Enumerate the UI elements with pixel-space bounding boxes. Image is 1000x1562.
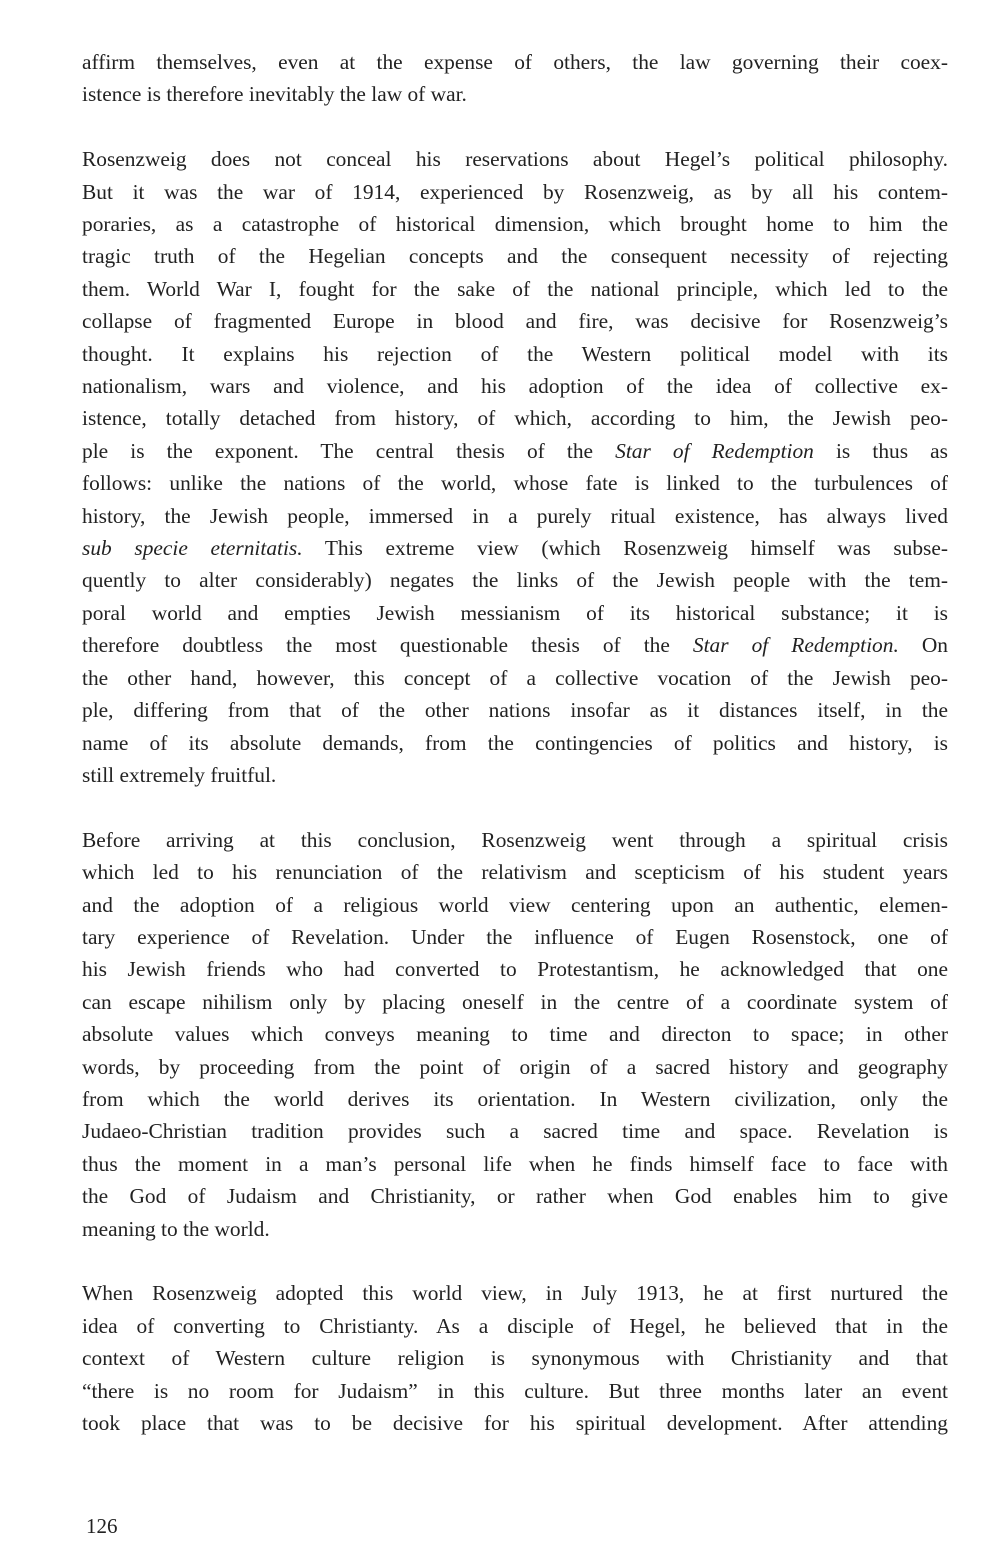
paragraph — [82, 824, 948, 1245]
text-line: therefore doubtless the most questionable thesis of the Star of Redemption. On — [82, 633, 948, 658]
text-line: and the adoption of a religious world view centering upon an authentic, elemen- — [82, 892, 948, 917]
text-line: tary experience of Revelation. Under the influence of Eugen Rosenstock, one of — [82, 924, 948, 949]
text-line: ple, differing from that of the other nations insofar as it distances itself, in the — [82, 698, 948, 723]
text-line: But it was the war of 1914, experienced by Rosenzweig, as by all his contem- — [82, 179, 948, 204]
body-text — [82, 46, 948, 1439]
text-line: them. World War I, fought for the sake of the national principle, which led to the — [82, 276, 948, 301]
paragraph — [82, 46, 948, 111]
text-line: ple is the exponent. The central thesis of the Star of Redemption is thus as — [82, 438, 948, 463]
text-line: poraries, as a catastrophe of historical dimension, which brought home to him the — [82, 212, 948, 237]
text-line: collapse of fragmented Europe in blood and fire, was decisive for Rosenzweig’s — [82, 309, 948, 334]
text-line: thus the moment in a man’s personal life when he finds himself face to face with — [82, 1151, 948, 1176]
text-line: which led to his renunciation of the relativism and scepticism of his student years — [82, 860, 948, 885]
text-line: name of its absolute demands, from the contingencies of politics and history, is — [82, 730, 948, 755]
text-line: absolute values which conveys meaning to time and directon to space; in other — [82, 1022, 948, 1047]
page-number: 126 — [86, 1514, 118, 1538]
text-line: istence, totally detached from history, of which, according to him, the Jewish peo- — [82, 406, 948, 431]
text-line: took place that was to be decisive for his spiritual development. After attending — [82, 1411, 948, 1436]
text-line: Judaeo-Christian tradition provides such a sacred time and space. Revelation is — [82, 1119, 948, 1144]
text-line: from which the world derives its orientation. In Western civilization, only the — [82, 1086, 948, 1111]
text-line: nationalism, wars and violence, and his adoption of the idea of collective ex- — [82, 374, 948, 399]
text-line: Rosenzweig does not conceal his reservations about Hegel’s political philosophy. — [82, 147, 948, 172]
text-line: affirm themselves, even at the expense of others, the law governing their coex- — [82, 50, 948, 74]
text-line: istence is therefore inevitably the law of war. — [82, 82, 467, 107]
text-line: the other hand, however, this concept of a collective vocation of the Jewish peo- — [82, 665, 948, 690]
text-line: meaning to the world. — [82, 1216, 270, 1241]
text-line: quently to alter considerably) negates the links of the Jewish people with the tem- — [82, 568, 948, 593]
paragraph — [82, 1277, 948, 1439]
paragraph — [82, 143, 948, 791]
text-line: idea of converting to Christianty. As a disciple of Hegel, he believed that in the — [82, 1313, 948, 1338]
text-line: words, by proceeding from the point of origin of a sacred history and geography — [82, 1054, 948, 1079]
text-line: can escape nihilism only by placing oneself in the centre of a coordinate system of — [82, 989, 948, 1014]
text-line: history, the Jewish people, immersed in a purely ritual existence, has always lived — [82, 503, 948, 528]
text-line: follows: unlike the nations of the world, whose fate is linked to the turbulences of — [82, 471, 948, 496]
text-line: context of Western culture religion is synonymous with Christianity and that — [82, 1346, 948, 1371]
text-line: Before arriving at this conclusion, Rosenzweig went through a spiritual crisis — [82, 827, 948, 852]
text-line: still extremely fruitful. — [82, 762, 277, 787]
text-line: tragic truth of the Hegelian concepts and the consequent necessity of rejecting — [82, 244, 948, 269]
text-line: sub specie eternitatis. This extreme view (which Rosenzweig himself was subse- — [82, 536, 948, 561]
text-line: “there is no room for Judaism” in this culture. But three months later an event — [82, 1378, 948, 1403]
text-line: thought. It explains his rejection of the Western political model with its — [82, 341, 948, 366]
text-line: When Rosenzweig adopted this world view, in July 1913, he at first nurtured the — [82, 1281, 948, 1306]
text-line: poral world and empties Jewish messianism of its historical substance; it is — [82, 600, 948, 625]
text-line: the God of Judaism and Christianity, or rather when God enables him to give — [82, 1184, 948, 1209]
text-line: his Jewish friends who had converted to Protestantism, he acknowledged that one — [82, 957, 948, 982]
